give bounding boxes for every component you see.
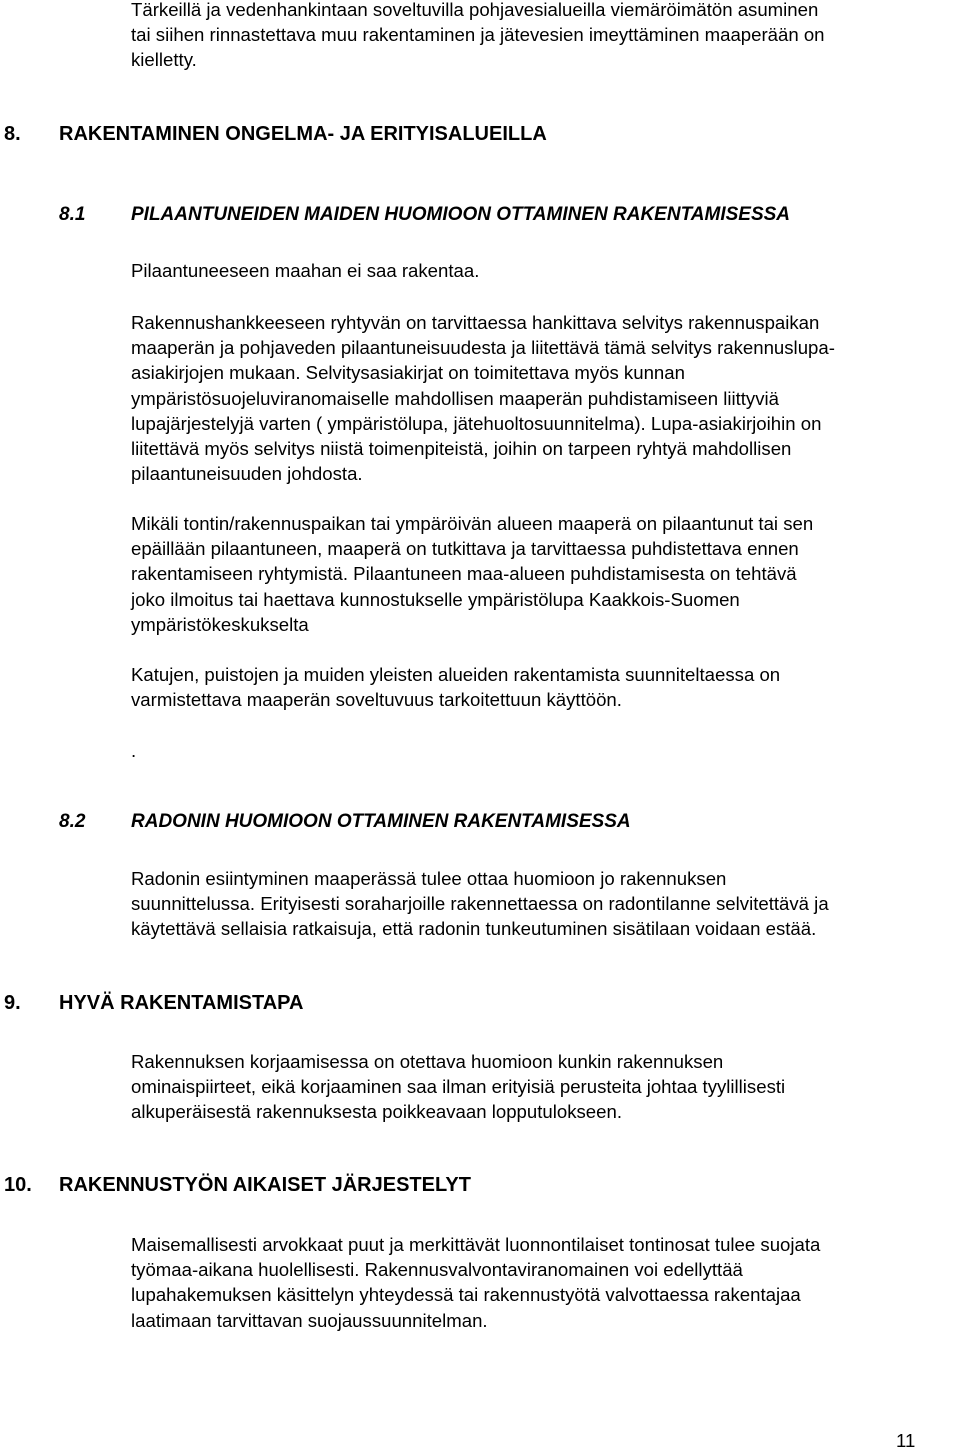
paragraph-line: lupahakemuksen käsittelyn yhteydessä tai rakennustyötä valvottaessa rakentajaa: [131, 1284, 801, 1306]
paragraph-line: ominaispiirteet, eikä korjaaminen saa ilman erityisiä perusteita johtaa tyylillisesti: [131, 1076, 786, 1098]
section-10-paragraph-1: [131, 1232, 951, 1333]
section-8-2-title: RADONIN HUOMIOON OTTAMINEN RAKENTAMISESSA: [131, 811, 631, 832]
paragraph-line: epäillään pilaantuneen, maaperä on tutkittava ja tarvittaessa puhdistettava ennen: [131, 538, 799, 560]
paragraph-line: asiakirjojen mukaan. Selvitysasiakirjat on toimitettava myös kunnan: [131, 362, 685, 384]
section-10-title: RAKENNUSTYÖN AIKAISET JÄRJESTELYT: [59, 1174, 471, 1196]
paragraph-line: kielletty.: [131, 49, 197, 71]
paragraph-line: joko ilmoitus tai haettava kunnostukselle ympäristölupa Kaakkois-Suomen: [131, 588, 740, 610]
section-9-number: 9.: [4, 992, 21, 1014]
paragraph-line: Radonin esiintyminen maaperässä tulee ottaa huomioon jo rakennuksen: [131, 868, 727, 889]
section-8-1-paragraph-2: [131, 310, 951, 486]
section-8-title: RAKENTAMINEN ONGELMA- JA ERITYISALUEILLA: [59, 123, 547, 145]
paragraph-line: .: [131, 740, 137, 761]
paragraph-line: tai siihen rinnastettava muu rakentaminen ja jätevesien imeyttäminen maaperään on: [131, 24, 825, 46]
section-8-1-paragraph-1: [131, 258, 951, 283]
section-8-2-paragraph-1: [131, 866, 951, 942]
paragraph-line: laatimaan tarvittavan suojaussuunnitelman.: [131, 1309, 488, 1331]
paragraph-line: Tärkeillä ja vedenhankintaan soveltuvilla pohjavesialueilla viemäröimätön asuminen: [131, 0, 819, 20]
paragraph-line: rakentamiseen ryhtymistä. Pilaantuneen maa-alueen puhdistamisesta on tehtävä: [131, 563, 797, 585]
paragraph-line: lupajärjestelyjä varten ( ympäristölupa, jätehuoltosuunnitelma). Lupa-asiakirjoihin on: [131, 412, 822, 434]
paragraph-line: Pilaantuneeseen maahan ei saa rakentaa.: [131, 260, 480, 281]
paragraph-line: Katujen, puistojen ja muiden yleisten alueiden rakentamista suunniteltaessa on: [131, 664, 781, 685]
paragraph-line: Maisemallisesti arvokkaat puut ja merkittävät luonnontilaiset tontinosat tulee suojata: [131, 1234, 821, 1255]
paragraph-line: varmistettava maaperän soveltuvuus tarkoitettuun käyttöön.: [131, 689, 622, 711]
paragraph-line: Rakennushankkeeseen ryhtyvän on tarvittaessa hankittava selvitys rakennuspaikan: [131, 312, 820, 333]
paragraph-line: ympäristösuojeluviranomaiselle mahdollisen maaperän puhdistamiseen liittyviä: [131, 387, 780, 409]
paragraph-line: ympäristökeskukselta: [131, 613, 309, 635]
section-9-title: HYVÄ RAKENTAMISTAPA: [59, 992, 304, 1014]
section-8-1-paragraph-3: [131, 511, 951, 637]
paragraph-line: Mikäli tontin/rakennuspaikan tai ympäröivän alueen maaperä on pilaantunut tai sen: [131, 513, 814, 534]
section-8-1-paragraph-5: [131, 738, 951, 763]
page-number: 11: [896, 1430, 916, 1451]
section-10-number: 10.: [4, 1174, 32, 1196]
paragraph-line: liitettävä myös selvitys niistä toimenpiteistä, joihin on tarpeen ryhtyä mahdollisen: [131, 438, 792, 460]
section-8-1-paragraph-4: [131, 662, 951, 712]
section-9-paragraph-1: [131, 1049, 951, 1125]
paragraph-line: maaperän ja pohjaveden pilaantuneisuudesta ja liitettävä tämä selvitys rakennuslupa-: [131, 337, 835, 359]
section-8-1-number: 8.1: [59, 204, 86, 225]
section-8-2-number: 8.2: [59, 811, 86, 832]
paragraph-line: Rakennuksen korjaamisessa on otettava huomioon kunkin rakennuksen: [131, 1051, 724, 1072]
intro-paragraph: [131, 0, 951, 73]
paragraph-line: alkuperäisestä rakennuksesta poikkeavaan lopputulokseen.: [131, 1101, 622, 1123]
section-8-number: 8.: [4, 123, 21, 145]
paragraph-line: työmaa-aikana huolellisesti. Rakennusvalvontaviranomainen voi edellyttää: [131, 1259, 743, 1281]
paragraph-line: pilaantuneisuuden johdosta.: [131, 463, 363, 485]
section-8-1-title: PILAANTUNEIDEN MAIDEN HUOMIOON OTTAMINEN RAKENTAMISESSA: [131, 204, 791, 225]
paragraph-line: käytettävä sellaisia ratkaisuja, että radonin tunkeutuminen sisätilaan voidaan estää.: [131, 918, 817, 940]
paragraph-line: suunnittelussa. Erityisesti soraharjoille rakennettaessa on radontilanne selvitettävä ja: [131, 893, 829, 915]
